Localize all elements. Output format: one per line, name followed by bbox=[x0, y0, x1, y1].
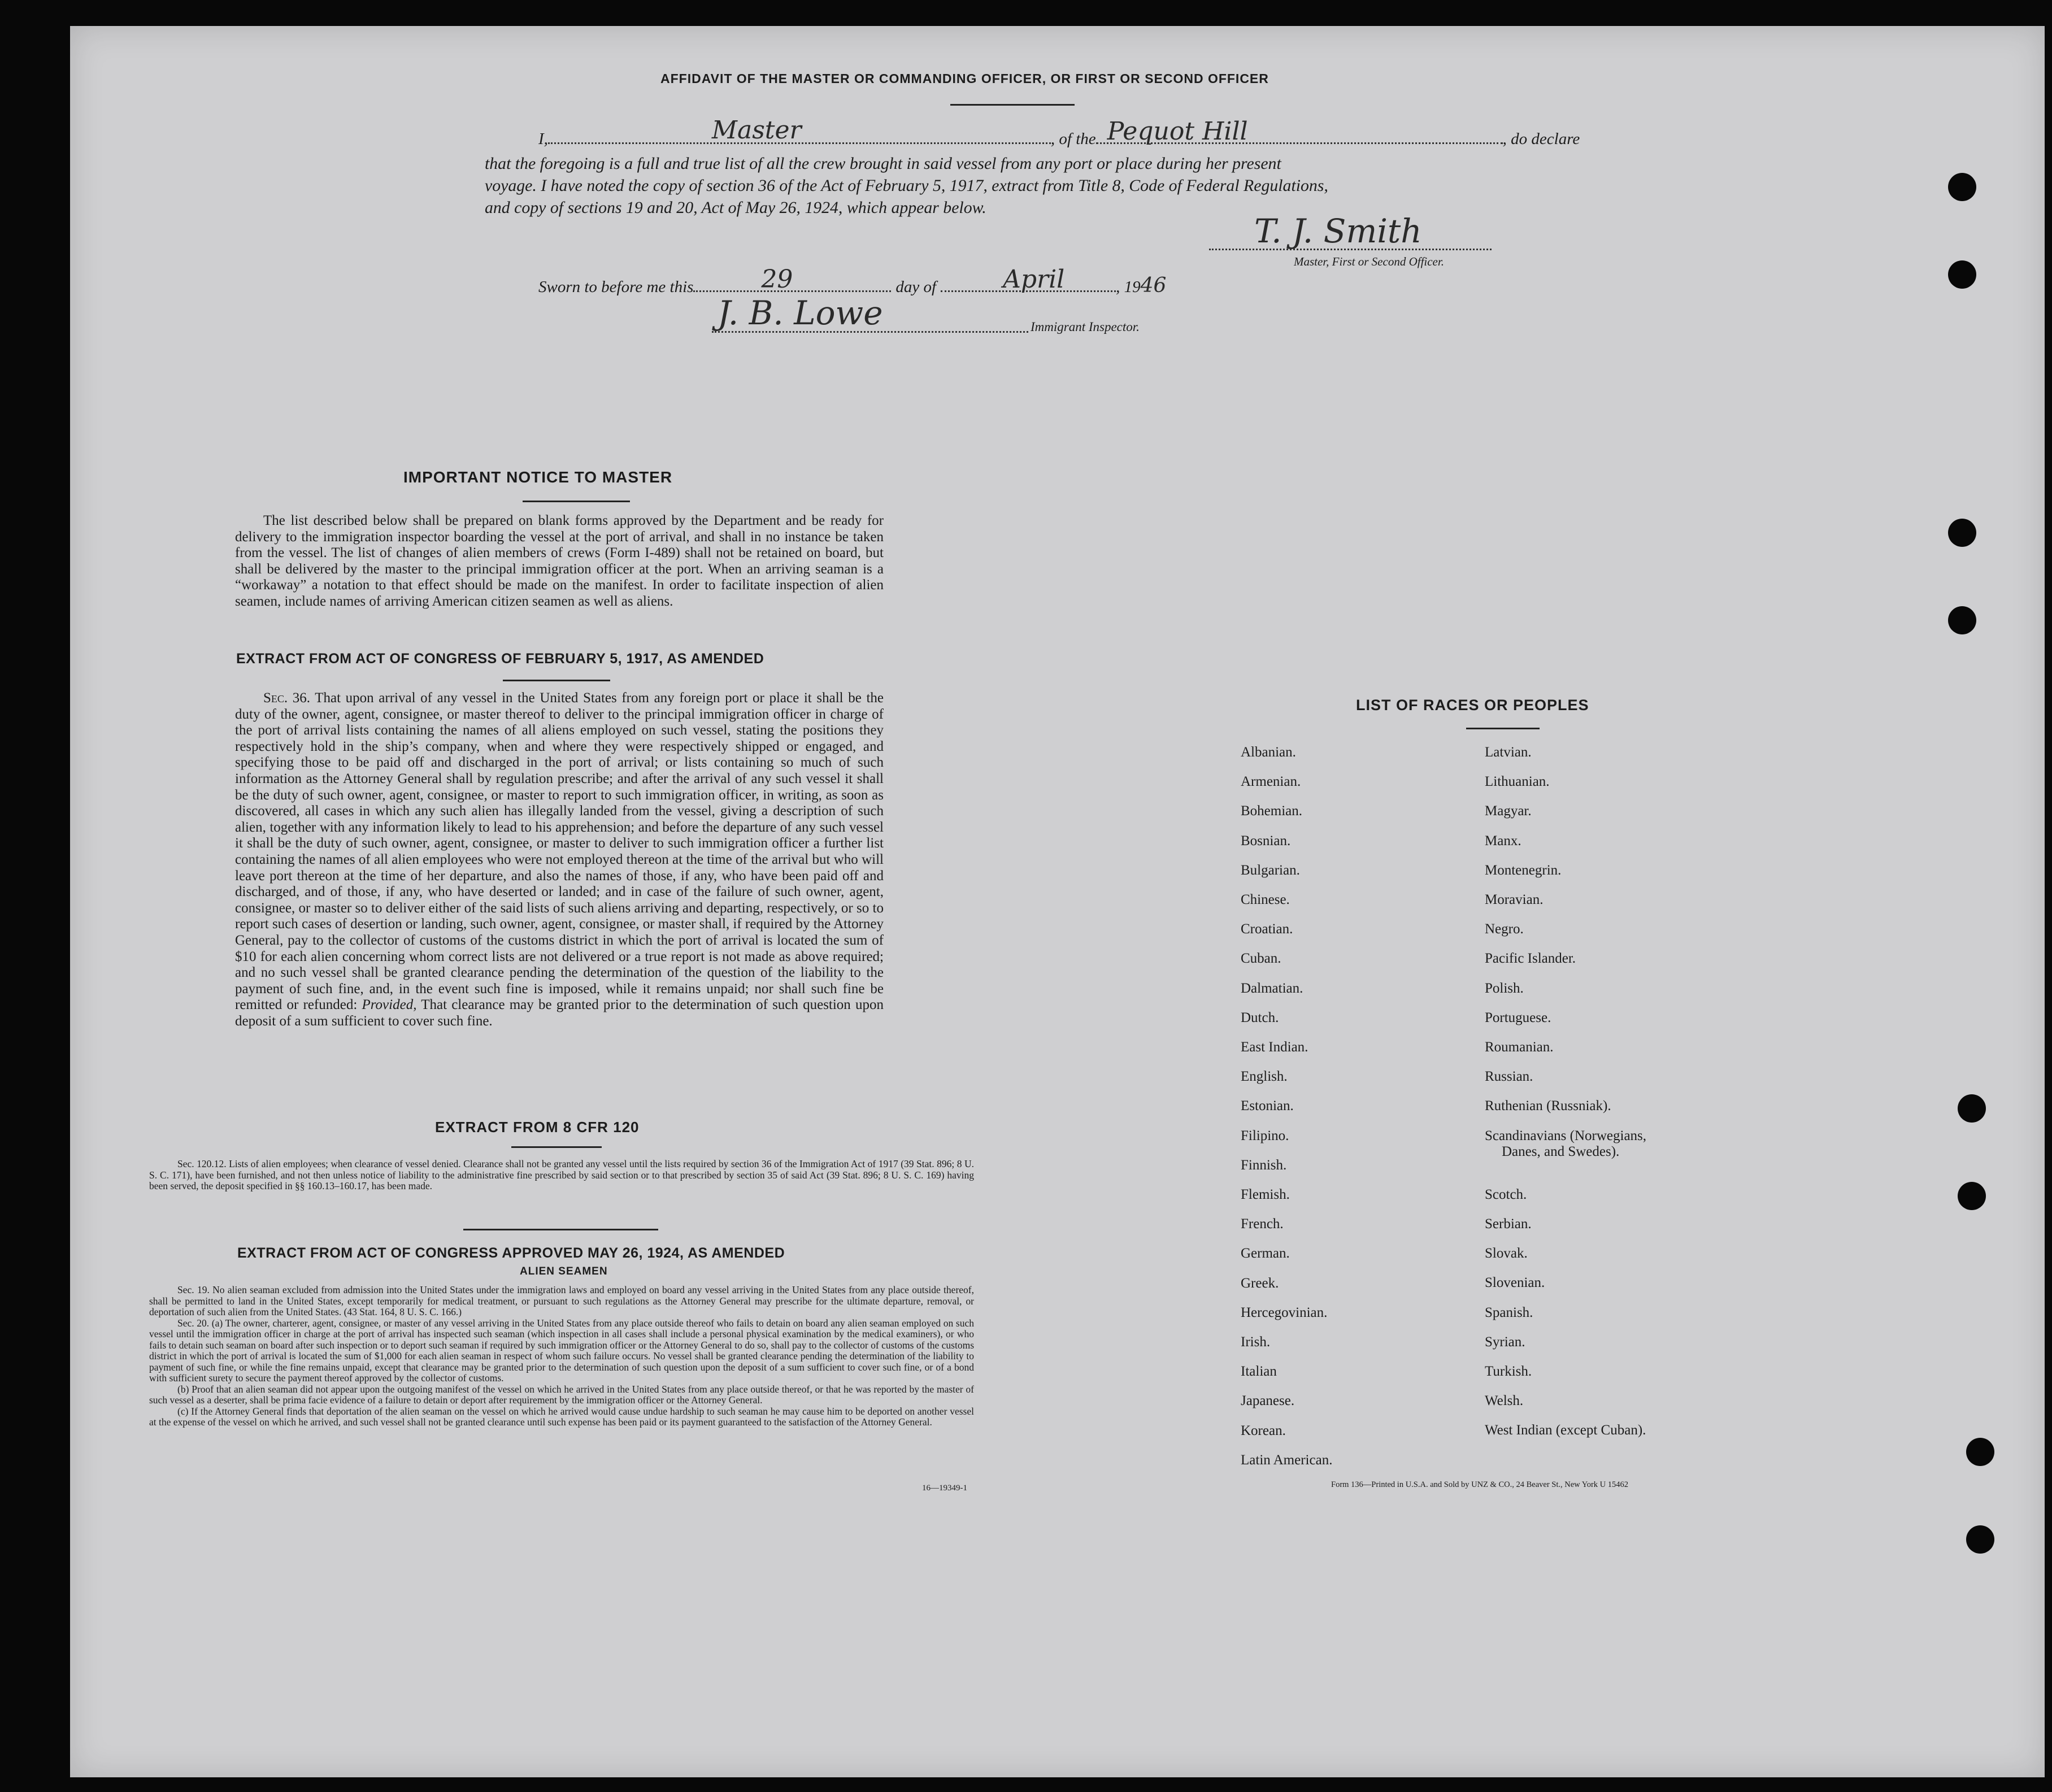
year-prefix: , 19 bbox=[1116, 278, 1141, 296]
sworn-day-field bbox=[693, 265, 891, 294]
binder-hole-6 bbox=[1958, 1182, 1986, 1210]
affidavit-heading-rule bbox=[950, 104, 1075, 106]
race-item: Scotch. bbox=[1485, 1186, 1527, 1202]
cfr-heading: EXTRACT FROM 8 CFR 120 bbox=[435, 1119, 640, 1136]
race-item: Danes, and Swedes). bbox=[1502, 1143, 1620, 1159]
race-item: Greek. bbox=[1241, 1275, 1279, 1291]
race-item: Bosnian. bbox=[1241, 833, 1291, 849]
extract-1924-heading: EXTRACT FROM ACT OF CONGRESS APPROVED MAY 26, 1924, AS AMENDED bbox=[237, 1245, 785, 1261]
binder-hole-4 bbox=[1948, 606, 1976, 634]
master-signature-caption: Master, First or Second Officer. bbox=[1294, 255, 1444, 268]
race-item: Russian. bbox=[1485, 1069, 1533, 1085]
race-item: Japanese. bbox=[1241, 1393, 1295, 1409]
race-item: East Indian. bbox=[1241, 1039, 1308, 1055]
sworn-month-field bbox=[941, 265, 1116, 294]
vessel-name-field bbox=[1096, 117, 1503, 146]
notice-heading: IMPORTANT NOTICE TO MASTER bbox=[403, 468, 673, 486]
race-item: Cuban. bbox=[1241, 951, 1281, 967]
handwritten-year: 46 bbox=[1140, 274, 1167, 297]
sec-36-text: That upon arrival of any vessel in the United States from any foreign port or place it shall be the duty of the owner, agent, consignee, or master thereof to deliver to the principal immigration officer in charge of the port of arrival lists containing the names of all aliens employed on such vessel, stating the positions they respectively hold in the ship’s company, when and where they were respectively shipped or engaged, and specifying those to be paid off and discharged in the port of arrival; or lists containing so much of such information as the Attorney General shall by regulation prescribe; and after the arrival of any such vessel it shall be the duty of such owner, agent, consignee, or master to report to such immigration officer, in writing, as soon as discovered, all cases in which any such alien has illegally landed from the vessel, giving a description of such alien, together with any information likely to lead to his apprehension; and before the departure of any such vessel it shall be the duty of such owner, agent, consignee, or master to deliver to such immigration officer a further list containing the names of all alien employees who were not employed thereon at the time of the arrival but who will leave port thereon at the time of her departure, and also the names of those, if any, who have been paid off and discharged, and of those, if any, who have deserted or landed; and in case of the failure of such owner, agent, consignee, or master so to deliver either of the said lists of such aliens arriving and departing, respectively, or so to report such cases of desertion or landing, such owner, agent, consignee, or master shall, if required by the Attorney General, pay to the collector of customs of the customs district in which the port of arrival is located the sum of $10 for each alien concerning whom correct lists are not delivered or a true report is not made as above required; and no such vessel shall be granted clearance pending the determination of the question of the liability to the payment of such fine, and, in the event such fine is imposed, while it remains unpaid; nor shall such fine be remitted or refunded: bbox=[235, 690, 884, 1013]
inspector-caption: Immigrant Inspector. bbox=[1031, 320, 1140, 334]
race-item: Polish. bbox=[1485, 980, 1524, 996]
race-item: Chinese. bbox=[1241, 892, 1290, 907]
binder-hole-2 bbox=[1948, 260, 1976, 289]
extract-1924-top-rule bbox=[463, 1229, 658, 1230]
day-of-label: day of bbox=[895, 278, 937, 296]
extract-1917-body bbox=[235, 690, 884, 1029]
race-item: Turkish. bbox=[1485, 1364, 1532, 1379]
race-item: Ruthenian (Russniak). bbox=[1485, 1098, 1611, 1114]
alien-seamen-subheading: ALIEN SEAMEN bbox=[520, 1265, 608, 1277]
race-item: Latin American. bbox=[1241, 1452, 1333, 1468]
race-item: Croatian. bbox=[1241, 921, 1293, 937]
handwritten-master: Master bbox=[711, 116, 802, 145]
race-item: Latvian. bbox=[1485, 745, 1532, 760]
declaration-line-2: that the foregoing is a full and true list of all the crew brought in said vessel from any port or place during her present bbox=[485, 154, 1281, 173]
race-item: Negro. bbox=[1485, 921, 1524, 937]
binder-hole-8 bbox=[1966, 1525, 1994, 1554]
declaration-line-3: voyage. I have noted the copy of section 36 of the Act of February 5, 1917, extract from Title 8, Code of Federal Regulations, bbox=[485, 176, 1328, 195]
race-item: Flemish. bbox=[1241, 1187, 1290, 1202]
race-item: Estonian. bbox=[1241, 1098, 1294, 1114]
binder-hole-5 bbox=[1958, 1094, 1986, 1123]
binder-hole-7 bbox=[1966, 1438, 1994, 1466]
provided-label: Provided, bbox=[362, 997, 417, 1013]
binder-hole-1 bbox=[1948, 173, 1976, 201]
race-item: Montenegrin. bbox=[1485, 862, 1562, 878]
form-code: 16—19349-1 bbox=[922, 1484, 967, 1493]
race-item: Dalmatian. bbox=[1241, 980, 1303, 996]
race-item: Lithuanian. bbox=[1485, 774, 1550, 790]
race-item: Italian bbox=[1241, 1364, 1277, 1380]
race-item: Slovak. bbox=[1485, 1246, 1528, 1262]
declaration-line-4: and copy of sections 19 and 20, Act of May 26, 1924, which appear below. bbox=[485, 198, 986, 217]
race-item: Irish. bbox=[1241, 1334, 1271, 1350]
race-item: Dutch. bbox=[1241, 1010, 1279, 1025]
master-name-field bbox=[548, 116, 1051, 145]
sworn-label: Sworn to before me this bbox=[538, 278, 694, 296]
race-item: Filipino. bbox=[1241, 1128, 1289, 1143]
extract-1917-heading: EXTRACT FROM ACT OF CONGRESS OF FEBRUARY 5, 1917, AS AMENDED bbox=[236, 651, 764, 667]
race-item: Korean. bbox=[1241, 1423, 1286, 1438]
cfr-body: Sec. 120.12. Lists of alien employees; when clearance of vessel denied. Clearance shall not be granted any vessel until the lists required by section 36 of the Immigration Act of 1917 (39 Stat. 896; 8 U. S. C. 171), have been furnished, and not then unless notice of liability to the administrative fine prescribed by said section or to that prescribed by section 35 of said Act (39 Stat. 896; 8 U. S. C. 169) having been served, the deposit specified in §§ 160.13–160.17, has been made. bbox=[149, 1158, 974, 1191]
affidavit-heading: AFFIDAVIT OF THE MASTER OR COMMANDING OFFICER, OR FIRST OR SECOND OFFICER bbox=[660, 71, 1269, 86]
races-heading: LIST OF RACES OR PEOPLES bbox=[1356, 697, 1589, 714]
sec-20b-text: (b) Proof that an alien seaman did not appear upon the outgoing manifest of the vessel on which he arrived in the United States from any place outside thereof, or that he was reported by the master of such vessel as a deserter, shall be prima facie evidence of a failure to detain or deport after requirement by the immigration officer or the Attorney General. bbox=[149, 1383, 974, 1406]
of-the-label: , of the bbox=[1050, 130, 1096, 148]
handwritten-vessel: Pequot Hill bbox=[1107, 117, 1248, 146]
race-item: Scandinavians (Norwegians, bbox=[1485, 1128, 1647, 1143]
sec-19-text: Sec. 19. No alien seaman excluded from admission into the United States under the immigration laws and employed on board any vessel arriving in the United States from any place outside thereof, shall be permitted to land in the United States, except temporarily for medical treatment, or pursuant to such regulations as the Attorney General may prescribe for the ultimate departure, removal, or deportation of such alien from the United States. (43 Stat. 164, 8 U. S. C. 166.) bbox=[149, 1284, 974, 1317]
race-item: Armenian. bbox=[1241, 774, 1301, 790]
i-label: I, bbox=[538, 130, 548, 148]
race-item: Finnish. bbox=[1241, 1157, 1287, 1173]
race-item: Roumanian. bbox=[1485, 1039, 1554, 1055]
sec-36-text-end: That clearance may be granted prior to the determination of such question upon deposit of a sum sufficient to cover such fine. bbox=[235, 997, 884, 1029]
race-item: French. bbox=[1241, 1216, 1284, 1232]
cfr-rule bbox=[511, 1146, 602, 1148]
sec-36-label: Sec. 36. bbox=[263, 690, 311, 706]
race-item: Magyar. bbox=[1485, 803, 1532, 819]
handwritten-month: April bbox=[1003, 265, 1065, 294]
race-item: Syrian. bbox=[1485, 1334, 1525, 1350]
race-item: Bulgarian. bbox=[1241, 862, 1300, 878]
race-item: West Indian (except Cuban). bbox=[1485, 1423, 1646, 1438]
notice-body: The list described below shall be prepared on blank forms approved by the Department and be ready for delivery to the immigration inspector boarding the vessel at the port of arrival, and shall in no instance be taken from the vessel. The list of changes of alien members of crews (Form I-489) shall not be retained on board, but shall be delivered by the master to the principal immigration officer at the port. When an arriving seaman is a “workaway” a notation to that effect should be made on the manifest. In order to facilitate inspection of alien seamen, include names of arriving American citizen seamen as well as aliens. bbox=[235, 513, 884, 609]
races-heading-rule bbox=[1466, 728, 1540, 729]
master-signature: T. J. Smith bbox=[1254, 212, 1422, 250]
race-item: Spanish. bbox=[1485, 1304, 1533, 1320]
race-item: Welsh. bbox=[1485, 1393, 1524, 1409]
race-item: Hercegovinian. bbox=[1241, 1304, 1328, 1320]
binder-hole-3 bbox=[1948, 519, 1976, 547]
race-item: Moravian. bbox=[1485, 892, 1544, 907]
extract-1924-body bbox=[149, 1285, 974, 1428]
inspector-signature: J. B. Lowe bbox=[718, 294, 883, 332]
race-item: Pacific Islander. bbox=[1485, 951, 1576, 967]
race-item: English. bbox=[1241, 1069, 1288, 1085]
race-item: Manx. bbox=[1485, 833, 1521, 849]
notice-heading-rule bbox=[523, 501, 630, 502]
race-item: German. bbox=[1241, 1246, 1290, 1262]
printer-footer: Form 136—Printed in U.S.A. and Sold by UNZ & CO., 24 Beaver St., New York U 15462 bbox=[1331, 1480, 1629, 1489]
declaration-line-1 bbox=[538, 116, 1580, 149]
sec-20a-text: Sec. 20. (a) The owner, charterer, agent, consignee, or master of any vessel arriving in the United States from any place outside thereof who fails to detain on board any alien seaman employed on such vessel until the immigration officer in charge at the port of arrival has inspected such seaman (which inspection in all cases shall include a personal physical examination by the medical examiners), or who fails to detain such seaman on board after such inspection or to deport such seaman if required by such immigration officer or the Attorney General to do so, shall pay to the collector of customs of the customs district in which the port of arrival is located the sum of $1,000 for each alien seaman in respect of whom such failure occurs. No vessel shall be granted clearance pending the determination of the liability to payment of such fine, or while the fine remains unpaid, except that clearance may be granted prior to the determination of such question upon the deposit of a sum sufficient to cover such fine, or of a bond with sufficient surety to secure the payment thereof approved by the collector of customs. bbox=[149, 1317, 974, 1384]
race-item: Serbian. bbox=[1485, 1216, 1532, 1232]
race-item: Albanian. bbox=[1241, 745, 1296, 760]
sec-20c-text: (c) If the Attorney General finds that deportation of the alien seaman on the vessel on which he arrived would cause undue hardship to such seaman he may cause him to be deported on another vessel at the expense of the vessel on which he arrived, and such vessel shall not be granted clearance until such expense has been paid or its payment guaranteed to the satisfaction of the Attorney General. bbox=[149, 1405, 974, 1428]
do-declare-label: , do declare bbox=[1502, 130, 1580, 148]
race-item: Bohemian. bbox=[1241, 803, 1303, 819]
race-item: Portuguese. bbox=[1485, 1010, 1551, 1025]
handwritten-day: 29 bbox=[761, 265, 793, 294]
race-item: Slovenian. bbox=[1485, 1275, 1545, 1291]
extract-1917-rule bbox=[503, 680, 610, 681]
